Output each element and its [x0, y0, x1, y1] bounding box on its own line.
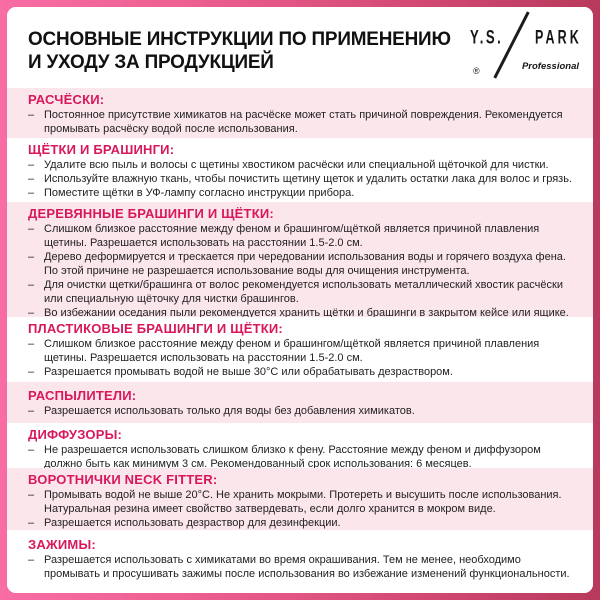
list-item: [28, 516, 577, 530]
list-item: [28, 172, 577, 186]
dash-bullet-icon: –: [28, 223, 35, 235]
section-clips: [7, 530, 593, 593]
list-item: [28, 404, 577, 418]
dash-bullet-icon: –: [28, 187, 35, 199]
dash-bullet-icon: –: [28, 307, 35, 317]
section-brushes: [7, 138, 593, 202]
page-title-line1: ОСНОВНЫЕ ИНСТРУКЦИИ ПО ПРИМЕНЕНИЮ: [28, 28, 451, 50]
dash-bullet-icon: –: [28, 554, 35, 566]
logo-professional-text: Professional: [521, 61, 579, 72]
section-heading: ЗАЖИМЫ:: [28, 537, 96, 552]
dash-bullet-icon: –: [28, 279, 35, 291]
list-item-text: Постоянное присутствие химикатов на расчёске может стать причиной повреждения. Рекомендуется промывать расчёску водой после использования.: [44, 109, 563, 135]
list-item-text: Промывать водой не выше 20°С. Не хранить мокрыми. Протереть и высушить после использования. Натуральная резина имеет свойство затвердевать, если долго хранится в мокром виде.: [44, 489, 562, 515]
list-item: [28, 488, 577, 516]
bullet-list: [28, 488, 577, 530]
list-item-text: Не разрешается использовать слишком близко к фену. Расстояние между феном и диффузором должно быть как минимум 3 см. Рекомендованный срок использования: 6 месяцев.: [44, 444, 541, 468]
bullet-list: [28, 222, 577, 317]
list-item-text: Для очистки щетки/брашинга от волос рекомендуется использовать металлический хвостик расчёски или специальную щёточку для чистки брашингов.: [44, 279, 563, 305]
list-item-text: Разрешается использовать дезраствор для дезинфекции.: [44, 517, 341, 529]
ys-park-logo: [438, 15, 583, 83]
section-heading: ДИФФУЗОРЫ:: [28, 427, 123, 442]
list-item: [28, 365, 577, 379]
dash-bullet-icon: –: [28, 405, 35, 417]
list-item: [28, 186, 577, 200]
list-item-text: Разрешается использовать только для воды без добавления химикатов.: [44, 405, 415, 417]
section-neck-fitter: [7, 468, 593, 530]
logo-ys-text: Y.S.: [470, 28, 504, 49]
dash-bullet-icon: –: [28, 338, 35, 350]
list-item: [28, 443, 577, 468]
bullet-list: [28, 443, 577, 468]
dash-bullet-icon: –: [28, 366, 35, 378]
registered-trademark-icon: ®: [473, 66, 480, 76]
list-item: [28, 222, 577, 250]
list-item: [28, 553, 577, 581]
list-item-text: Используйте влажную ткань, чтобы почистить щетину щеток и удалить остатки лака для волос и грязь.: [44, 173, 572, 185]
section-sprayers: [7, 382, 593, 423]
section-heading: ЩЁТКИ И БРАШИНГИ:: [28, 142, 175, 157]
dash-bullet-icon: –: [28, 517, 35, 529]
bullet-list: [28, 108, 577, 136]
section-wooden-brushes: [7, 202, 593, 317]
list-item: [28, 337, 577, 365]
list-item: [28, 250, 577, 278]
dash-bullet-icon: –: [28, 251, 35, 263]
bullet-list: [28, 158, 577, 200]
list-item: [28, 278, 577, 306]
bullet-list: [28, 553, 577, 581]
bullet-list: [28, 337, 577, 379]
section-heading: РАСЧЁСКИ:: [28, 92, 105, 107]
list-item-text: Поместите щётки в УФ-лампу согласно инструкции прибора.: [44, 187, 355, 199]
dash-bullet-icon: –: [28, 109, 35, 121]
dash-bullet-icon: –: [28, 489, 35, 501]
section-diffusers: [7, 423, 593, 468]
section-heading: ДЕРЕВЯННЫЕ БРАШИНГИ И ЩЁТКИ:: [28, 206, 274, 221]
content-panel: [7, 7, 593, 593]
section-heading: ПЛАСТИКОВЫЕ БРАШИНГИ И ЩЁТКИ:: [28, 321, 283, 336]
list-item: [28, 158, 577, 172]
list-item: [28, 306, 577, 317]
list-item-text: Во избежании оседания пыли рекомендуется хранить щётки и брашинги в закрытом кейсе или ящике.: [44, 307, 569, 317]
page-title-line2: И УХОДУ ЗА ПРОДУКЦИЕЙ: [28, 51, 274, 73]
section-heading: РАСПЫЛИТЕЛИ:: [28, 388, 137, 403]
section-plastic-brushes: [7, 317, 593, 382]
section-heading: ВОРОТНИЧКИ NECK FITTER:: [28, 472, 218, 487]
list-item-text: Слишком близкое расстояние между феном и брашингом/щёткой является причиной плавления щетины. Разрешается использовать на расстоянии 1.5-2.0 см.: [44, 338, 540, 364]
list-item: [28, 108, 577, 136]
list-item-text: Удалите всю пыль и волосы с щетины хвостиком расчёски или специальной щёточкой для чистки.: [44, 159, 549, 171]
logo-park-text: PARK: [535, 28, 582, 49]
dash-bullet-icon: –: [28, 444, 35, 456]
section-combs: [7, 88, 593, 138]
dash-bullet-icon: –: [28, 159, 35, 171]
list-item-text: Дерево деформируется и трескается при чередовании использования воды и горячего воздуха фена. По этой причине не разрешается использование воды для очищения инструмента.: [44, 251, 566, 277]
bullet-list: [28, 404, 577, 418]
list-item-text: Разрешается использовать с химикатами во время окрашивания. Тем не менее, необходимо промывать и просушивать зажимы после использования во избежание изменений функциональности.: [44, 554, 570, 580]
list-item-text: Разрешается промывать водой не выше 30°С или обрабатывать дезраствором.: [44, 366, 453, 378]
list-item-text: Слишком близкое расстояние между феном и брашингом/щёткой является причиной плавления щетины. Разрешается использовать на расстоянии 1.5-2.0 см.: [44, 223, 540, 249]
header: [7, 7, 593, 88]
dash-bullet-icon: –: [28, 173, 35, 185]
